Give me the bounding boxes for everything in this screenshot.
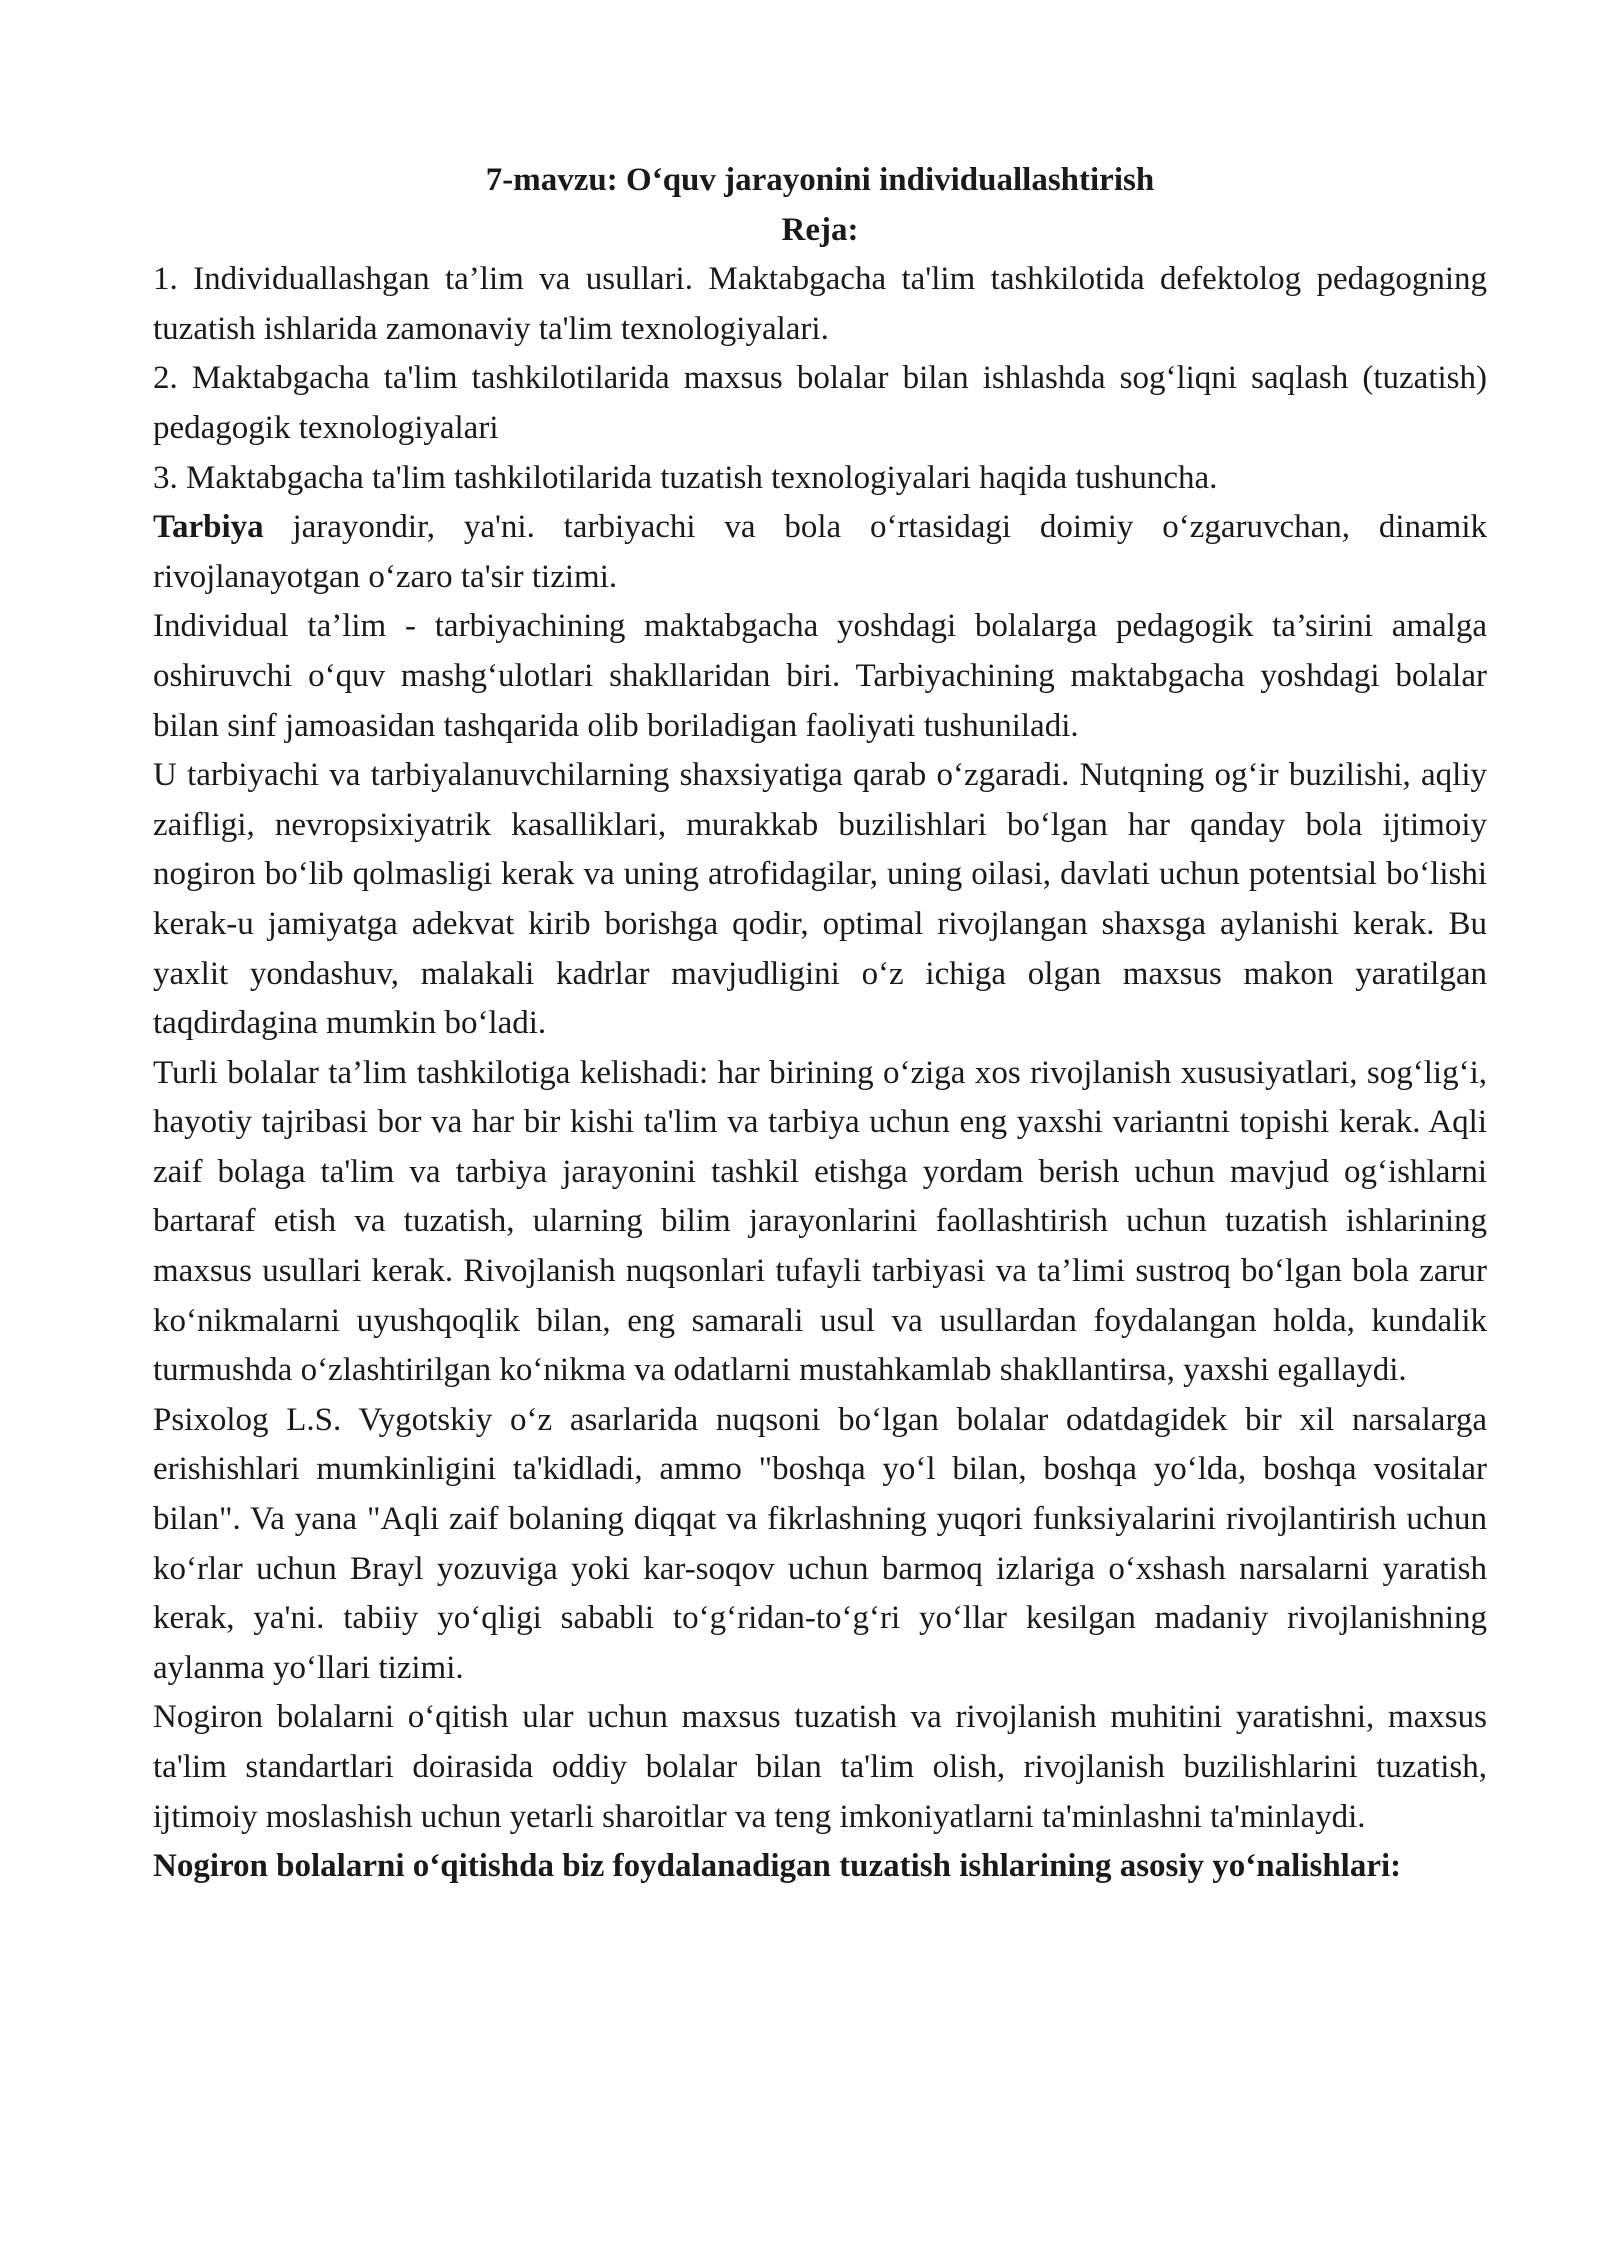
page-title: [153, 156, 1487, 206]
document-page: [153, 156, 1487, 1892]
tarbiya-definition: [153, 503, 1487, 602]
plan-item-3: 3. Maktabgacha ta'lim tashkilotilarida tuzatish texnologiyalari haqida tushuncha.: [153, 459, 1218, 496]
title-topic-number: 7-mavzu: [485, 162, 607, 198]
paragraph-nogiron-bolalar: Nogiron bolalarni o‘qitish ular uchun maxsus tuzatish va rivojlanish muhitini yaratishni, maxsus ta'lim standartlari doirasida oddiy bolalar bilan ta'lim olish, rivojlanish buzilishlarini tuzatish, ijtimoiy moslashish uchun yetarli sharoitlar va teng imkoniyatlarni ta'minlashni ta'minlaydi.: [153, 1699, 1487, 1835]
plan-heading: Reja:: [781, 211, 859, 248]
plan-item-2: 2. Maktabgacha ta'lim tashkilotilarida maxsus bolalar bilan ishlashda sog‘liqni saqlash (tuzatish) pedagogik texnologiyalari: [153, 360, 1487, 446]
paragraph-shaxsiyat: U tarbiyachi va tarbiyalanuvchilarning shaxsiyatiga qarab o‘zgaradi. Nutqning og‘ir buzilishi, aqliy zaifligi, nevropsixiyatrik kasalliklari, murakkab buzilishlari bo‘lgan har qanday bola ijtimoiy nogiron bo‘lib qolmasligi kerak va uning atrofidagilar, uning oilasi, davlati uchun potentsial bo‘lishi kerak-u jamiyatga adekvat kirib borishga qodir, optimal rivojlangan shaxsga aylanishi kerak. Bu yaxlit yondashuv, malakali kadrlar mavjudligini o‘z ichiga olgan maxsus makon yaratilgan taqdirdagina mumkin bo‘ladi.: [153, 757, 1487, 1042]
tarbiya-term: Tarbiya: [153, 509, 264, 546]
tarbiya-text: jarayondir, ya'ni. tarbiyachi va bola o‘rtasidagi doimiy o‘zgaruvchan, dinamik rivojlanayotgan o‘zaro ta'sir tizimi.: [153, 509, 1487, 595]
paragraph-individual-talim: Individual ta’lim - tarbiyachining maktabgacha yoshdagi bolalarga pedagogik ta’sirini amalga oshiruvchi o‘quv mashg‘ulotlari shakllaridan biri. Tarbiyachining maktabgacha yoshdagi bolalar bilan sinf jamoasidan tashqarida olib boriladigan faoliyati tushuniladi.: [153, 608, 1487, 744]
paragraph-turli-bolalar: Turli bolalar ta’lim tashkilotiga kelishadi: har birining o‘ziga xos rivojlanish xususiyatlari, sog‘lig‘i, hayotiy tajribasi bor va har bir kishi ta'lim va tarbiya uchun eng yaxshi variantni topishi kerak. Aqli zaif bolaga ta'lim va tarbiya jarayonini tashkil etishga yordam berish uchun mavjud og‘ishlarni bartaraf etish va tuzatish, ularning bilim jarayonlarini faollashtirish uchun tuzatish ishlarining maxsus usullari kerak. Rivojlanish nuqsonlari tufayli tarbiyasi va ta’limi sustroq bo‘lgan bola zarur ko‘nikmalarni uyushqoqlik bilan, eng samarali usul va usullardan foydalangan holda, kundalik turmushda o‘zlashtirilgan ko‘nikma va odatlarni mustahkamlab shakllantirsa, yaxshi egallaydi.: [153, 1054, 1487, 1389]
closing-heading: Nogiron bolalarni o‘qitishda biz foydalanadigan tuzatish ishlarining asosiy yo‘nalishlari:: [153, 1848, 1402, 1885]
title-topic-name: O‘quv jarayonini individuallashtirish: [626, 162, 1155, 198]
plan-item-1: 1. Individuallashgan ta’lim va usullari. Maktabgacha ta'lim tashkilotida defektolog pedagogning tuzatish ishlarida zamonaviy ta'lim texnologiyalari.: [153, 261, 1487, 347]
paragraph-vygotskiy: Psixolog L.S. Vygotskiy o‘z asarlarida nuqsoni bo‘lgan bolalar odatdagidek bir xil narsalarga erishishlari mumkinligini ta'kidladi, ammo "boshqa yo‘l bilan, boshqa yo‘lda, boshqa vositalar bilan". Va yana "Aqli zaif bolaning diqqat va fikrlashning yuqori funksiyalarini rivojlantirish uchun ko‘rlar uchun Brayl yozuviga yoki kar-soqov uchun barmoq izlariga o‘xshash narsalarni yaratish kerak, ya'ni. tabiiy yo‘qligi sababli to‘g‘ridan-to‘g‘ri yo‘llar kesilgan madaniy rivojlanishning aylanma yo‘llari tizimi.: [153, 1401, 1487, 1686]
title-separator: :: [606, 162, 627, 198]
